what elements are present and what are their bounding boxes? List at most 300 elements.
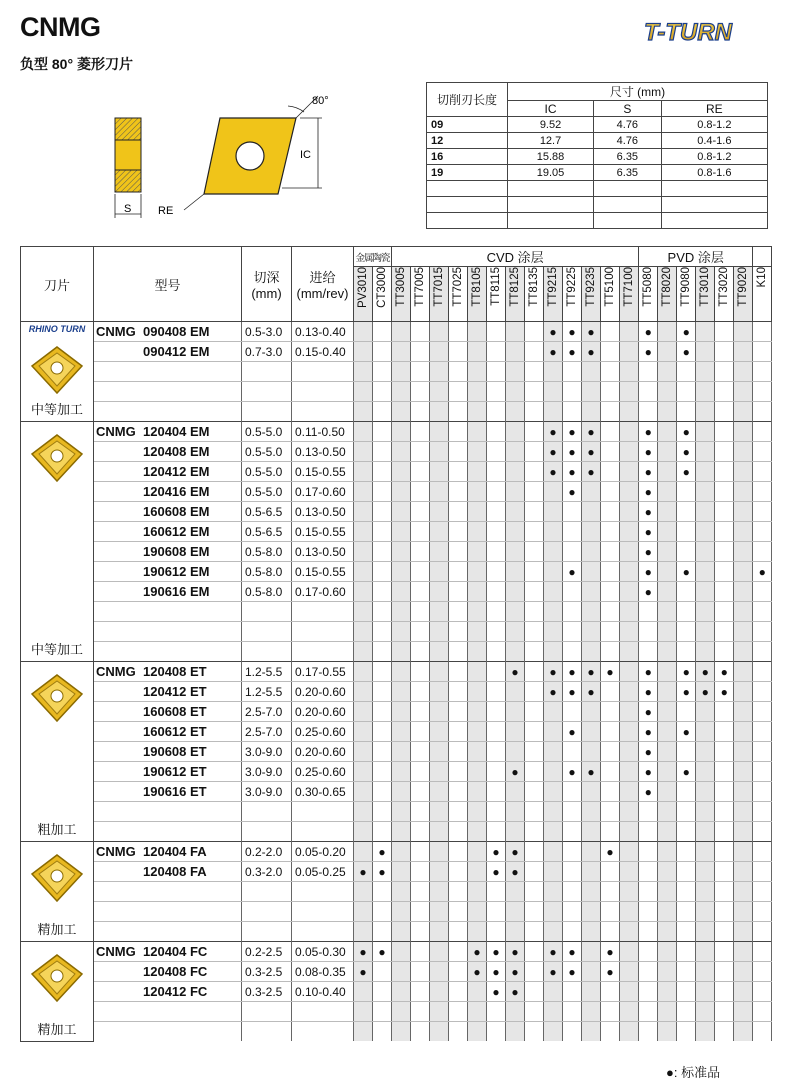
dims-value-cell: 6.35 xyxy=(594,165,662,181)
availability-dot: ● xyxy=(563,662,582,682)
grade-cell xyxy=(354,382,373,402)
page-subtitle: 负型 80° 菱形刀片 xyxy=(20,56,133,72)
grade-cell xyxy=(487,342,506,362)
grade-cell xyxy=(696,982,715,1002)
grade-cell xyxy=(373,442,392,462)
availability-dot: ● xyxy=(544,342,563,362)
grade-cell xyxy=(525,562,544,582)
dims-value-cell: 0.8-1.2 xyxy=(661,117,767,133)
availability-dot: ● xyxy=(544,422,563,442)
grade-cell xyxy=(715,962,734,982)
grade-cell xyxy=(506,522,525,542)
grade-cell xyxy=(468,602,487,622)
model-cell xyxy=(94,942,242,962)
insert-operation-label: 中等加工 xyxy=(30,642,83,657)
model-code: 120416 EM xyxy=(143,484,210,499)
grade-cell xyxy=(430,622,449,642)
grade-cell xyxy=(582,1002,601,1022)
depth-cell: 1.2-5.5 xyxy=(242,662,292,682)
grade-cell xyxy=(373,1022,392,1042)
model-code: 190608 EM xyxy=(143,544,210,559)
grade-cell xyxy=(601,902,620,922)
grade-cell xyxy=(715,1022,734,1042)
availability-dot: ● xyxy=(639,482,658,502)
grade-cell xyxy=(430,902,449,922)
dims-size-cell xyxy=(427,197,508,213)
grade-cell xyxy=(753,822,772,842)
grade-cell xyxy=(525,442,544,462)
table-row xyxy=(21,342,772,362)
grade-cell xyxy=(601,642,620,662)
grade-cell xyxy=(620,322,639,342)
depth-cell: 3.0-9.0 xyxy=(242,782,292,802)
grade-cell xyxy=(525,962,544,982)
grade-cell xyxy=(449,362,468,382)
grade-cell xyxy=(506,382,525,402)
model-cell xyxy=(94,602,242,622)
grade-cell xyxy=(449,622,468,642)
grade-label: TT3020 xyxy=(718,267,731,307)
depth-cell: 0.5-8.0 xyxy=(242,562,292,582)
grade-cell xyxy=(696,322,715,342)
grade-label: TT5100 xyxy=(604,267,617,307)
grade-cell xyxy=(468,702,487,722)
availability-dot: ● xyxy=(506,662,525,682)
grade-cell xyxy=(658,622,677,642)
grade-cell xyxy=(620,582,639,602)
grade-cell xyxy=(753,922,772,942)
grade-cell xyxy=(715,862,734,882)
grade-cell xyxy=(373,702,392,722)
dims-value-cell xyxy=(594,181,662,197)
grade-cell xyxy=(354,602,373,622)
grade-cell xyxy=(620,722,639,742)
grade-cell xyxy=(601,582,620,602)
grade-cell xyxy=(354,1002,373,1022)
grade-cell xyxy=(449,442,468,462)
grade-cell xyxy=(620,462,639,482)
grade-cell xyxy=(468,882,487,902)
grade-cell xyxy=(430,1002,449,1022)
grade-cell xyxy=(715,702,734,722)
grade-cell xyxy=(411,962,430,982)
grade-cell xyxy=(468,902,487,922)
availability-dot: ● xyxy=(639,662,658,682)
depth-cell: 0.5-3.0 xyxy=(242,322,292,342)
grade-cell xyxy=(734,642,753,662)
depth-cell xyxy=(242,822,292,842)
table-row xyxy=(21,742,772,762)
availability-dot: ● xyxy=(544,442,563,462)
grade-cell xyxy=(658,542,677,562)
depth-cell: 0.5-5.0 xyxy=(242,462,292,482)
grade-cell xyxy=(639,922,658,942)
grade-cell xyxy=(582,522,601,542)
availability-dot: ● xyxy=(582,322,601,342)
grade-cell xyxy=(506,542,525,562)
grade-cell xyxy=(506,702,525,722)
grade-cell xyxy=(696,782,715,802)
grade-cell xyxy=(430,342,449,362)
grade-cell xyxy=(601,882,620,902)
model-cell xyxy=(94,702,242,722)
availability-dot: ● xyxy=(487,942,506,962)
grade-cell xyxy=(354,542,373,562)
grade-cell xyxy=(506,722,525,742)
model-cell xyxy=(94,562,242,582)
availability-dot: ● xyxy=(677,562,696,582)
grade-cell xyxy=(525,402,544,422)
feed-cell: 0.08-0.35 xyxy=(292,962,354,982)
grade-cell xyxy=(411,1022,430,1042)
grade-cell xyxy=(487,702,506,722)
grade-cell xyxy=(449,942,468,962)
grade-cell xyxy=(715,562,734,582)
grade-cell xyxy=(506,1002,525,1022)
grade-cell xyxy=(696,502,715,522)
grade-cell xyxy=(525,902,544,922)
grade-header xyxy=(544,267,563,322)
grade-cell xyxy=(449,962,468,982)
model-cell xyxy=(94,682,242,702)
feed-cell xyxy=(292,822,354,842)
grade-cell xyxy=(487,562,506,582)
grade-cell xyxy=(753,462,772,482)
table-row xyxy=(21,542,772,562)
grade-cell xyxy=(696,1002,715,1022)
grade-header xyxy=(506,267,525,322)
grade-cell xyxy=(506,482,525,502)
grade-header xyxy=(601,267,620,322)
header-cermet: 金属陶瓷 xyxy=(354,247,392,267)
grade-cell xyxy=(373,982,392,1002)
grade-label: CT3000 xyxy=(376,267,388,308)
depth-cell: 2.5-7.0 xyxy=(242,702,292,722)
availability-dot: ● xyxy=(544,662,563,682)
grade-cell xyxy=(525,482,544,502)
grade-cell xyxy=(468,502,487,522)
grade-cell xyxy=(658,862,677,882)
grade-cell xyxy=(658,902,677,922)
feed-cell: 0.13-0.50 xyxy=(292,442,354,462)
availability-dot: ● xyxy=(506,762,525,782)
grade-cell xyxy=(411,642,430,662)
grade-cell xyxy=(449,862,468,882)
availability-dot: ● xyxy=(544,322,563,342)
grade-cell xyxy=(601,502,620,522)
grade-cell xyxy=(734,682,753,702)
grade-cell xyxy=(392,882,411,902)
dims-size-cell: 16 xyxy=(427,149,508,165)
depth-cell xyxy=(242,382,292,402)
dims-row xyxy=(427,181,768,197)
grade-label: PV3010 xyxy=(357,267,369,308)
table-row xyxy=(21,962,772,982)
angle-label: 80° xyxy=(312,95,329,107)
dims-size-cell: 12 xyxy=(427,133,508,149)
dims-value-cell xyxy=(661,213,767,229)
grade-cell xyxy=(354,722,373,742)
availability-dot: ● xyxy=(582,462,601,482)
grade-cell xyxy=(696,722,715,742)
dims-col-header: IC xyxy=(508,101,594,117)
grade-cell xyxy=(639,1002,658,1022)
model-cell xyxy=(94,902,242,922)
s-label: S xyxy=(124,203,132,215)
feed-cell: 0.25-0.60 xyxy=(292,762,354,782)
availability-dot: ● xyxy=(639,542,658,562)
grade-cell xyxy=(601,702,620,722)
grade-cell xyxy=(506,442,525,462)
availability-dot: ● xyxy=(544,942,563,962)
depth-cell xyxy=(242,622,292,642)
grade-cell xyxy=(506,362,525,382)
grade-cell xyxy=(449,1002,468,1022)
availability-dot: ● xyxy=(639,582,658,602)
grade-cell xyxy=(525,802,544,822)
model-code: 190616 ET xyxy=(143,784,207,799)
model-code: 120412 EM xyxy=(143,464,210,479)
depth-cell: 0.2-2.0 xyxy=(242,842,292,862)
availability-dot: ● xyxy=(563,322,582,342)
table-row xyxy=(21,982,772,1002)
grade-cell xyxy=(677,622,696,642)
grade-cell xyxy=(487,762,506,782)
grade-cell xyxy=(354,762,373,782)
availability-dot: ● xyxy=(677,722,696,742)
grade-cell xyxy=(677,922,696,942)
header-depth-unit: (mm) xyxy=(251,286,282,301)
grade-cell xyxy=(449,682,468,702)
grade-label: TT8020 xyxy=(661,267,674,307)
table-blank-row xyxy=(21,802,772,822)
grade-cell xyxy=(373,602,392,622)
grade-cell xyxy=(544,362,563,382)
grade-cell xyxy=(696,862,715,882)
grade-cell xyxy=(392,902,411,922)
grade-cell xyxy=(411,422,430,442)
grade-cell xyxy=(715,882,734,902)
grade-cell xyxy=(430,802,449,822)
grade-cell xyxy=(468,322,487,342)
grade-cell xyxy=(696,822,715,842)
grade-cell xyxy=(487,782,506,802)
insert-image xyxy=(29,672,85,724)
model-prefix: CNMG xyxy=(96,844,136,859)
grade-header xyxy=(525,267,544,322)
grade-cell xyxy=(373,782,392,802)
grade-cell xyxy=(411,662,430,682)
grade-cell xyxy=(753,742,772,762)
availability-dot: ● xyxy=(715,662,734,682)
model-code: 160608 EM xyxy=(143,504,210,519)
grade-cell xyxy=(582,482,601,502)
dims-value-cell: 6.35 xyxy=(594,149,662,165)
grade-cell xyxy=(468,402,487,422)
depth-cell: 0.5-8.0 xyxy=(242,542,292,562)
grade-cell xyxy=(677,1002,696,1022)
grade-cell xyxy=(582,842,601,862)
table-blank-row xyxy=(21,602,772,622)
feed-cell xyxy=(292,1022,354,1042)
grade-cell xyxy=(468,562,487,582)
availability-dot: ● xyxy=(582,442,601,462)
grade-cell xyxy=(753,702,772,722)
dims-row xyxy=(427,149,768,165)
grade-cell xyxy=(620,782,639,802)
grade-cell xyxy=(373,482,392,502)
grade-cell xyxy=(468,582,487,602)
grade-header xyxy=(430,267,449,322)
grade-cell xyxy=(430,502,449,522)
grade-cell xyxy=(734,402,753,422)
grade-cell xyxy=(715,782,734,802)
grade-cell xyxy=(563,922,582,942)
grade-cell xyxy=(373,902,392,922)
depth-cell: 3.0-9.0 xyxy=(242,762,292,782)
feed-cell: 0.05-0.20 xyxy=(292,842,354,862)
availability-dot: ● xyxy=(544,962,563,982)
grade-cell xyxy=(506,922,525,942)
model-code: 190612 EM xyxy=(143,564,210,579)
grade-cell xyxy=(544,982,563,1002)
table-row xyxy=(21,442,772,462)
grade-cell xyxy=(658,822,677,842)
feed-cell: 0.10-0.40 xyxy=(292,982,354,1002)
grade-cell xyxy=(411,622,430,642)
grade-cell xyxy=(373,582,392,602)
grade-cell xyxy=(715,382,734,402)
grade-cell xyxy=(753,682,772,702)
grade-cell xyxy=(468,482,487,502)
dims-header-group: 尺寸 (mm) xyxy=(508,83,768,101)
model-cell xyxy=(94,522,242,542)
availability-dot: ● xyxy=(506,982,525,1002)
grade-cell xyxy=(430,842,449,862)
grade-cell xyxy=(411,322,430,342)
grade-cell xyxy=(582,942,601,962)
grade-cell xyxy=(525,322,544,342)
table-row xyxy=(21,862,772,882)
grade-cell xyxy=(449,482,468,502)
grade-cell xyxy=(449,642,468,662)
model-code: 120408 ET xyxy=(143,664,207,679)
grade-cell xyxy=(658,442,677,462)
grade-cell xyxy=(449,922,468,942)
grade-cell xyxy=(715,522,734,542)
grade-header xyxy=(620,267,639,322)
grade-cell xyxy=(753,1022,772,1042)
grade-cell xyxy=(582,982,601,1002)
grade-cell xyxy=(639,382,658,402)
availability-dot: ● xyxy=(639,342,658,362)
model-code: 120408 FA xyxy=(143,864,207,879)
grade-cell xyxy=(734,602,753,622)
grade-cell xyxy=(430,602,449,622)
grade-cell xyxy=(715,442,734,462)
grade-cell xyxy=(696,422,715,442)
feed-cell xyxy=(292,902,354,922)
availability-dot: ● xyxy=(639,782,658,802)
grade-cell xyxy=(658,422,677,442)
grade-cell xyxy=(696,402,715,422)
insert-cell xyxy=(21,322,94,422)
grade-cell xyxy=(430,482,449,502)
grade-cell xyxy=(658,482,677,502)
grade-cell xyxy=(715,642,734,662)
grade-cell xyxy=(487,822,506,842)
feed-cell: 0.17-0.55 xyxy=(292,662,354,682)
legend: ●: 标准品 xyxy=(666,1065,721,1080)
grade-cell xyxy=(487,382,506,402)
header-cvd: CVD 涂层 xyxy=(392,247,639,267)
grade-cell xyxy=(639,902,658,922)
grade-cell xyxy=(563,362,582,382)
grade-cell xyxy=(544,882,563,902)
grade-table xyxy=(20,246,772,1042)
grade-cell xyxy=(601,542,620,562)
grade-header xyxy=(487,267,506,322)
grade-cell xyxy=(734,962,753,982)
availability-dot: ● xyxy=(506,962,525,982)
grade-cell xyxy=(658,882,677,902)
grade-cell xyxy=(392,982,411,1002)
grade-label: TT8125 xyxy=(509,267,522,307)
availability-dot: ● xyxy=(639,762,658,782)
dims-value-cell: 4.76 xyxy=(594,117,662,133)
grade-cell xyxy=(392,342,411,362)
grade-cell xyxy=(373,882,392,902)
availability-dot: ● xyxy=(677,762,696,782)
grade-cell xyxy=(658,922,677,942)
grade-cell xyxy=(753,982,772,1002)
grade-cell xyxy=(696,842,715,862)
grade-cell xyxy=(544,782,563,802)
grade-cell xyxy=(449,522,468,542)
grade-cell xyxy=(411,682,430,702)
logo-text: T-TURN xyxy=(644,19,732,46)
grade-cell xyxy=(392,942,411,962)
grade-cell xyxy=(582,702,601,722)
grade-cell xyxy=(430,462,449,482)
grade-cell xyxy=(525,982,544,1002)
grade-cell xyxy=(525,862,544,882)
grade-cell xyxy=(715,422,734,442)
grade-cell xyxy=(392,542,411,562)
grade-cell xyxy=(734,1002,753,1022)
grade-cell xyxy=(582,962,601,982)
grade-cell xyxy=(563,702,582,722)
grade-cell xyxy=(468,802,487,822)
grade-cell xyxy=(601,602,620,622)
availability-dot: ● xyxy=(601,962,620,982)
grade-cell xyxy=(753,322,772,342)
feed-cell: 0.05-0.30 xyxy=(292,942,354,962)
grade-cell xyxy=(620,762,639,782)
availability-dot: ● xyxy=(506,842,525,862)
availability-dot: ● xyxy=(639,522,658,542)
grade-cell xyxy=(734,822,753,842)
grade-cell xyxy=(620,382,639,402)
feed-cell: 0.05-0.25 xyxy=(292,862,354,882)
grade-cell xyxy=(658,742,677,762)
grade-cell xyxy=(411,842,430,862)
grade-cell xyxy=(601,982,620,1002)
grade-cell xyxy=(582,822,601,842)
grade-cell xyxy=(468,1022,487,1042)
grade-cell xyxy=(715,362,734,382)
grade-cell xyxy=(620,842,639,862)
